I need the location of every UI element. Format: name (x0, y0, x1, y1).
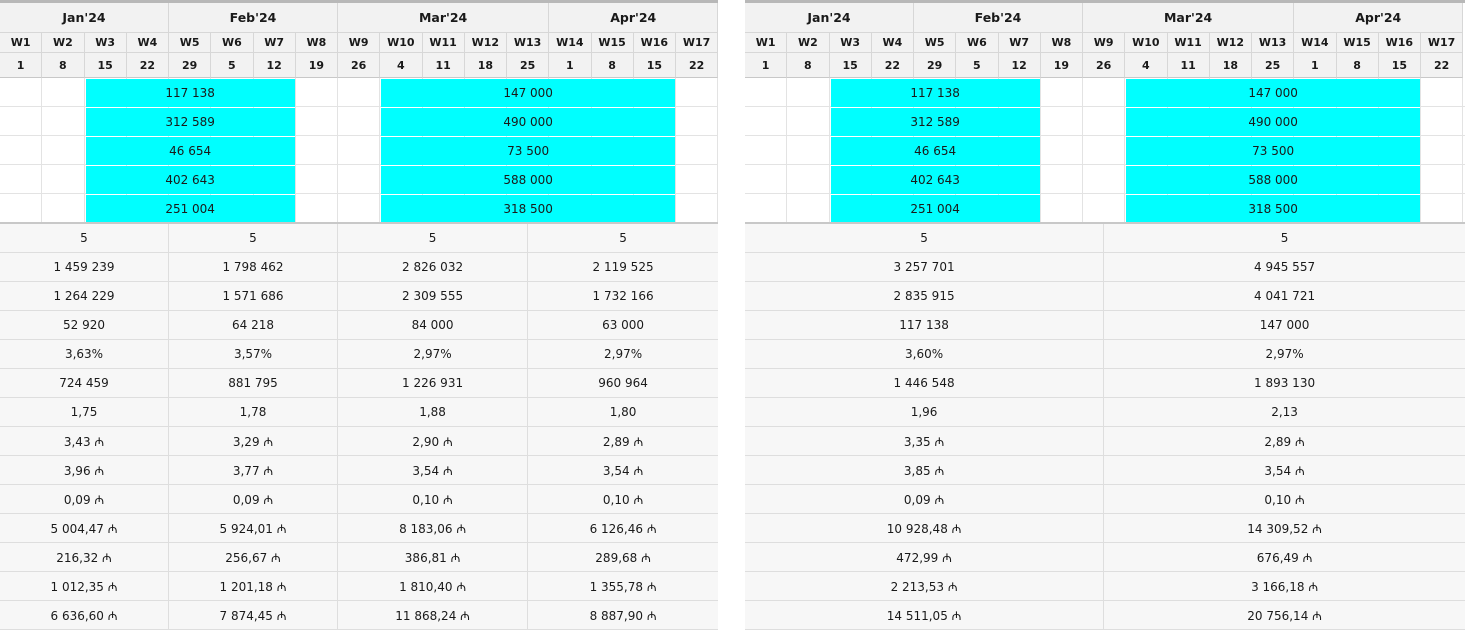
grid-column-line (42, 78, 84, 223)
summary-cell: 1,75 (0, 398, 169, 427)
day-header: 4 (1125, 53, 1167, 78)
gantt-bar-value[interactable]: 46 654 (831, 137, 1040, 165)
summary-cell: 1 264 229 (0, 282, 169, 311)
day-header: 18 (1210, 53, 1252, 78)
gantt-bar-value[interactable]: 147 000 (381, 79, 675, 107)
week-header[interactable]: W7 (999, 33, 1041, 53)
summary-cell: 676,49 ₼ (1104, 543, 1465, 572)
summary-cell: 5 (0, 224, 169, 253)
day-header: 15 (85, 53, 127, 78)
summary-cell: 1 893 130 (1104, 369, 1465, 398)
week-header[interactable]: W1 (745, 33, 787, 53)
summary-cell: 3,43 ₼ (0, 427, 169, 456)
summary-cell: 1 459 239 (0, 253, 169, 282)
gantt-bar-value[interactable]: 73 500 (1126, 137, 1420, 165)
summary-cell: 3,77 ₼ (169, 456, 338, 485)
summary-cell: 7 874,45 ₼ (169, 601, 338, 630)
day-header: 19 (1041, 53, 1083, 78)
week-header[interactable]: W5 (169, 33, 211, 53)
week-header[interactable]: W8 (1041, 33, 1083, 53)
summary-cell: 2 826 032 (338, 253, 528, 282)
week-header[interactable]: W13 (507, 33, 549, 53)
week-header[interactable]: W6 (956, 33, 998, 53)
summary-cell: 2 835 915 (745, 282, 1104, 311)
summary-cell: 1,78 (169, 398, 338, 427)
summary-cell: 10 928,48 ₼ (745, 514, 1104, 543)
week-header[interactable]: W3 (85, 33, 127, 53)
gantt-bar-value[interactable]: 402 643 (831, 166, 1040, 194)
day-header: 11 (1168, 53, 1210, 78)
week-header[interactable]: W9 (338, 33, 380, 53)
week-header[interactable]: W1 (0, 33, 42, 53)
week-header[interactable]: W15 (1337, 33, 1379, 53)
month-header[interactable]: Jan'24 (745, 3, 914, 33)
gantt-bar-value[interactable]: 46 654 (86, 137, 295, 165)
summary-cell: 6 126,46 ₼ (528, 514, 718, 543)
grid-column-line (1041, 78, 1083, 223)
day-header: 26 (338, 53, 380, 78)
gantt-bar-value[interactable]: 588 000 (1126, 166, 1420, 194)
summary-cell: 5 004,47 ₼ (0, 514, 169, 543)
summary-cell: 1 446 548 (745, 369, 1104, 398)
summary-cell: 256,67 ₼ (169, 543, 338, 572)
gantt-bar-value[interactable]: 251 004 (831, 195, 1040, 223)
grid-column-line (296, 78, 338, 223)
week-header[interactable]: W10 (380, 33, 422, 53)
month-header[interactable]: Mar'24 (338, 3, 549, 33)
summary-cell: 11 868,24 ₼ (338, 601, 528, 630)
grid-column-line (745, 78, 787, 223)
gantt-bar-value[interactable]: 147 000 (1126, 79, 1420, 107)
day-header: 15 (634, 53, 676, 78)
month-header[interactable]: Jan'24 (0, 3, 169, 33)
week-header[interactable]: W11 (1168, 33, 1210, 53)
summary-cell: 5 (528, 224, 718, 253)
summary-cell: 1 012,35 ₼ (0, 572, 169, 601)
gantt-bar-value[interactable]: 73 500 (381, 137, 675, 165)
month-header[interactable]: Apr'24 (1294, 3, 1463, 33)
day-header: 22 (1421, 53, 1463, 78)
summary-cell: 3,54 ₼ (1104, 456, 1465, 485)
summary-cell: 2 213,53 ₼ (745, 572, 1104, 601)
summary-cell: 2,89 ₼ (528, 427, 718, 456)
summary-cell: 3,35 ₼ (745, 427, 1104, 456)
day-header: 12 (254, 53, 296, 78)
summary-cell: 3 257 701 (745, 253, 1104, 282)
summary-cell: 117 138 (745, 311, 1104, 340)
summary-cell: 1 732 166 (528, 282, 718, 311)
grid-column-line (338, 78, 380, 223)
gantt-bar-value[interactable]: 117 138 (86, 79, 295, 107)
gantt-bar-value[interactable]: 251 004 (86, 195, 295, 223)
summary-cell: 3,29 ₼ (169, 427, 338, 456)
day-header: 25 (1252, 53, 1294, 78)
summary-cell: 3,57% (169, 340, 338, 369)
summary-cell: 0,10 ₼ (1104, 485, 1465, 514)
day-header: 8 (787, 53, 829, 78)
summary-cell: 1 571 686 (169, 282, 338, 311)
gantt-bar-value[interactable]: 402 643 (86, 166, 295, 194)
week-header[interactable]: W13 (1252, 33, 1294, 53)
gantt-bar-value[interactable]: 318 500 (381, 195, 675, 223)
week-header[interactable]: W17 (1421, 33, 1463, 53)
summary-cell: 0,10 ₼ (338, 485, 528, 514)
grid-column-line (1083, 78, 1125, 223)
grid-column-line (787, 78, 829, 223)
summary-cell: 0,10 ₼ (528, 485, 718, 514)
week-header[interactable]: W2 (787, 33, 829, 53)
day-header: 26 (1083, 53, 1125, 78)
summary-cell: 4 945 557 (1104, 253, 1465, 282)
day-header: 8 (592, 53, 634, 78)
summary-cell: 63 000 (528, 311, 718, 340)
day-header: 5 (211, 53, 253, 78)
summary-cell: 1 810,40 ₼ (338, 572, 528, 601)
month-header[interactable]: Feb'24 (169, 3, 338, 33)
week-header[interactable]: W14 (549, 33, 591, 53)
day-header: 22 (127, 53, 169, 78)
day-header: 1 (1294, 53, 1336, 78)
summary-cell: 0,09 ₼ (169, 485, 338, 514)
summary-cell: 147 000 (1104, 311, 1465, 340)
week-header[interactable]: W8 (296, 33, 338, 53)
summary-cell: 724 459 (0, 369, 169, 398)
summary-cell: 1 201,18 ₼ (169, 572, 338, 601)
day-header: 4 (380, 53, 422, 78)
summary-cell: 8 183,06 ₼ (338, 514, 528, 543)
summary-cell: 3,60% (745, 340, 1104, 369)
week-header[interactable]: W4 (872, 33, 914, 53)
day-header: 22 (676, 53, 718, 78)
gantt-bar-value[interactable]: 588 000 (381, 166, 675, 194)
day-header: 8 (42, 53, 84, 78)
gantt-bar-value[interactable]: 318 500 (1126, 195, 1420, 223)
summary-cell: 2,97% (1104, 340, 1465, 369)
summary-cell: 3,96 ₼ (0, 456, 169, 485)
summary-cell: 64 218 (169, 311, 338, 340)
week-header[interactable]: W10 (1125, 33, 1167, 53)
day-header: 1 (549, 53, 591, 78)
summary-cell: 3,85 ₼ (745, 456, 1104, 485)
gantt-panel-left (0, 0, 718, 631)
summary-cell: 52 920 (0, 311, 169, 340)
summary-cell: 472,99 ₼ (745, 543, 1104, 572)
week-header[interactable]: W12 (465, 33, 507, 53)
summary-cell: 3 166,18 ₼ (1104, 572, 1465, 601)
week-header[interactable]: W15 (592, 33, 634, 53)
week-header[interactable]: W16 (634, 33, 676, 53)
summary-cell: 386,81 ₼ (338, 543, 528, 572)
summary-cell: 5 (169, 224, 338, 253)
summary-cell: 5 (745, 224, 1104, 253)
gantt-panel-right (745, 0, 1465, 631)
gantt-bar-value[interactable]: 312 589 (831, 108, 1040, 136)
week-header[interactable]: W4 (127, 33, 169, 53)
summary-cell: 2,89 ₼ (1104, 427, 1465, 456)
gantt-bar-value[interactable]: 117 138 (831, 79, 1040, 107)
week-header[interactable]: W14 (1294, 33, 1336, 53)
grid-column-line (1421, 78, 1463, 223)
day-header: 11 (423, 53, 465, 78)
week-header[interactable]: W3 (830, 33, 872, 53)
summary-cell: 84 000 (338, 311, 528, 340)
summary-cell: 1,80 (528, 398, 718, 427)
day-header: 29 (914, 53, 956, 78)
week-header[interactable]: W2 (42, 33, 84, 53)
week-header[interactable]: W16 (1379, 33, 1421, 53)
summary-cell: 2,97% (338, 340, 528, 369)
summary-cell: 0,09 ₼ (745, 485, 1104, 514)
summary-cell: 5 924,01 ₼ (169, 514, 338, 543)
grid-column-line (676, 78, 718, 223)
day-header: 15 (1379, 53, 1421, 78)
summary-cell: 3,54 ₼ (338, 456, 528, 485)
summary-cell: 6 636,60 ₼ (0, 601, 169, 630)
day-header: 19 (296, 53, 338, 78)
summary-cell: 1 798 462 (169, 253, 338, 282)
week-header[interactable]: W11 (423, 33, 465, 53)
summary-cell: 1 355,78 ₼ (528, 572, 718, 601)
summary-cell: 960 964 (528, 369, 718, 398)
day-header: 29 (169, 53, 211, 78)
grid-column-line (0, 78, 42, 223)
summary-cell: 1,96 (745, 398, 1104, 427)
gantt-bar-value[interactable]: 490 000 (381, 108, 675, 136)
summary-cell: 14 309,52 ₼ (1104, 514, 1465, 543)
week-header[interactable]: W5 (914, 33, 956, 53)
day-header: 22 (872, 53, 914, 78)
summary-cell: 5 (1104, 224, 1465, 253)
week-header[interactable]: W17 (676, 33, 718, 53)
month-header[interactable]: Feb'24 (914, 3, 1083, 33)
day-header: 18 (465, 53, 507, 78)
summary-cell: 8 887,90 ₼ (528, 601, 718, 630)
month-header[interactable]: Mar'24 (1083, 3, 1294, 33)
week-header[interactable]: W7 (254, 33, 296, 53)
day-header: 1 (0, 53, 42, 78)
summary-cell: 881 795 (169, 369, 338, 398)
summary-cell: 2,90 ₼ (338, 427, 528, 456)
summary-cell: 4 041 721 (1104, 282, 1465, 311)
day-header: 5 (956, 53, 998, 78)
day-header: 12 (999, 53, 1041, 78)
gantt-bar-value[interactable]: 312 589 (86, 108, 295, 136)
summary-cell: 2 119 525 (528, 253, 718, 282)
gantt-bar-value[interactable]: 490 000 (1126, 108, 1420, 136)
summary-cell: 2,13 (1104, 398, 1465, 427)
summary-cell: 20 756,14 ₼ (1104, 601, 1465, 630)
day-header: 25 (507, 53, 549, 78)
summary-cell: 14 511,05 ₼ (745, 601, 1104, 630)
day-header: 1 (745, 53, 787, 78)
summary-cell: 216,32 ₼ (0, 543, 169, 572)
summary-cell: 2 309 555 (338, 282, 528, 311)
summary-cell: 289,68 ₼ (528, 543, 718, 572)
week-header[interactable]: W12 (1210, 33, 1252, 53)
summary-cell: 3,54 ₼ (528, 456, 718, 485)
day-header: 8 (1337, 53, 1379, 78)
summary-cell: 1,88 (338, 398, 528, 427)
day-header: 15 (830, 53, 872, 78)
week-header[interactable]: W9 (1083, 33, 1125, 53)
summary-cell: 1 226 931 (338, 369, 528, 398)
week-header[interactable]: W6 (211, 33, 253, 53)
summary-cell: 0,09 ₼ (0, 485, 169, 514)
summary-cell: 3,63% (0, 340, 169, 369)
summary-cell: 5 (338, 224, 528, 253)
summary-cell: 2,97% (528, 340, 718, 369)
month-header[interactable]: Apr'24 (549, 3, 718, 33)
